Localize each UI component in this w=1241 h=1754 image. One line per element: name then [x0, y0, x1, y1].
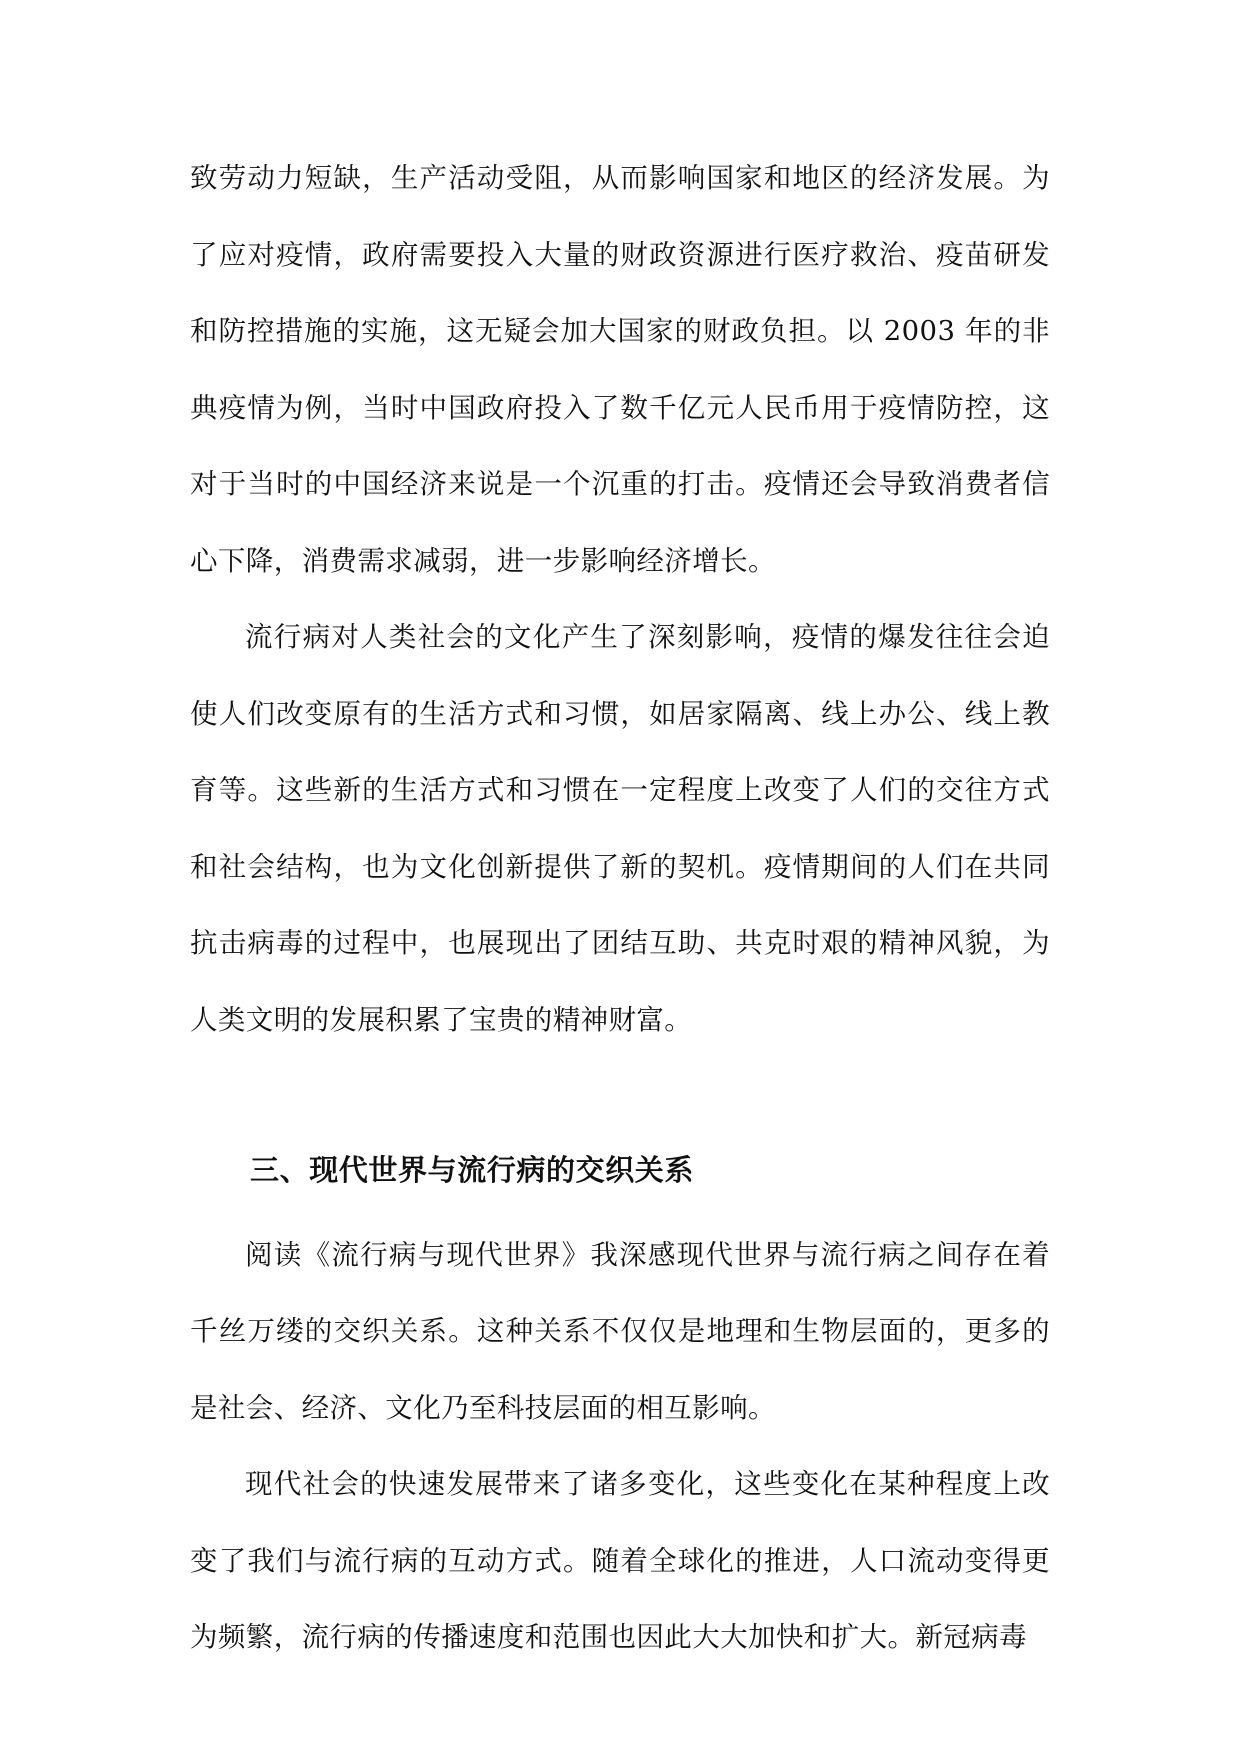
section-heading: 三、现代世界与流行病的交织关系: [250, 1153, 695, 1187]
paragraph-reading-reflection: 阅读《流行病与现代世界》我深感现代世界与流行病之间存在着千丝万缕的交织关系。这种关系不仅仅是地理和生物层面的，更多的是社会、经济、文化乃至科技层面的相互影响。: [190, 1238, 1050, 1424]
paragraph-cultural-impact: 流行病对人类社会的文化产生了深刻影响，疫情的爆发往往会迫使人们改变原有的生活方式和习惯，如居家隔离、线上办公、线上教育等。这些新的生活方式和习惯在一定程度上改变了人们的交往方式和社会结构，也为文化创新提供了新的契机。疫情期间的人们在共同抗击病毒的过程中，也展现出了团结互助、共克时艰的精神风貌，为人类文明的发展积累了宝贵的精神财富。: [190, 621, 1050, 1036]
document-body: [190, 140, 1050, 1676]
paragraph-modern-society: 现代社会的快速发展带来了诸多变化，这些变化在某种程度上改变了我们与流行病的互动方式。随着全球化的推进，人口流动变得更为频繁，流行病的传播速度和范围也因此大大加快和扩大。新冠病毒: [190, 1468, 1050, 1653]
paragraph-economic-impact: 致劳动力短缺，生产活动受阻，从而影响国家和地区的经济发展。为了应对疫情，政府需要投入大量的财政资源进行医疗救治、疫苗研发和防控措施的实施，这无疑会加大国家的财政负担。以 2003 年的非典疫情为例，当时中国政府投入了数千亿元人民币用于疫情防控，这对于当时的中国经济来说是一个沉重的打击。疫情还会导致消费者信心下降，消费需求减弱，进一步影响经济增长。: [190, 162, 1050, 577]
